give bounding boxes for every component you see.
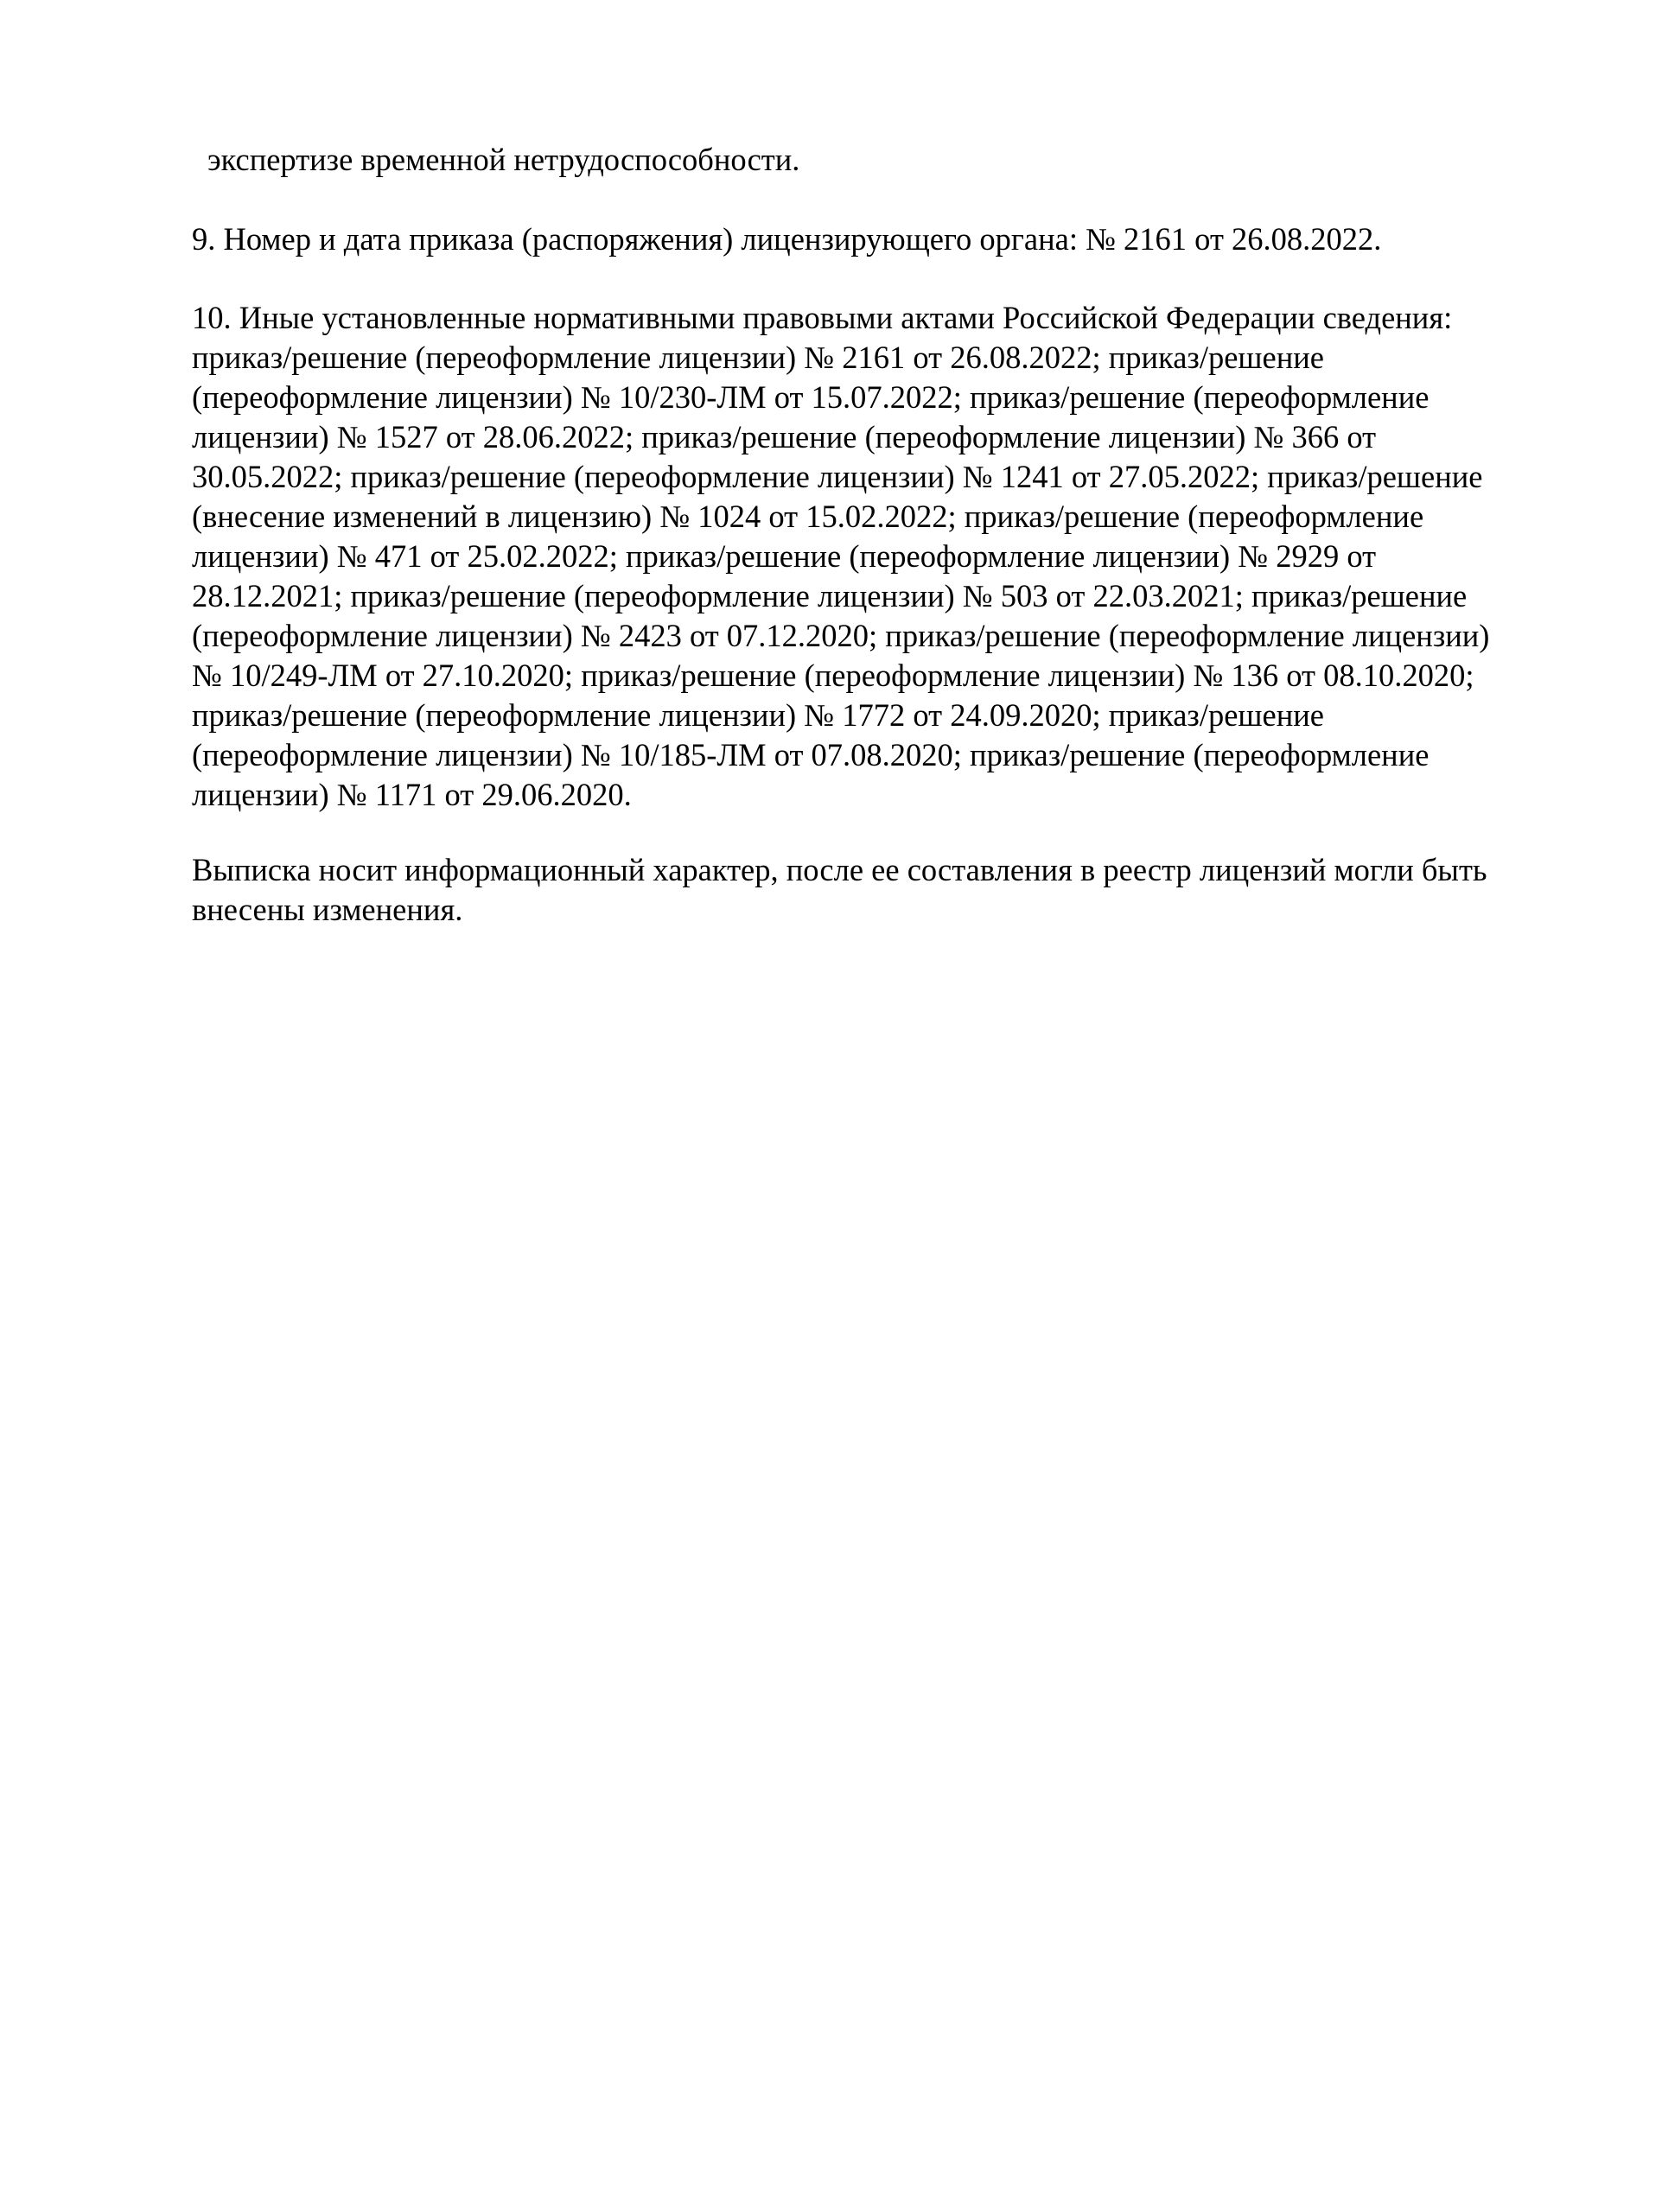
item-10-line: приказ/решение (переоформление лицензии) № 1772 от 24.09.2020; приказ/решение xyxy=(192,697,1324,733)
item-10-line: (переоформление лицензии) № 10/185-ЛМ от 07.08.2020; приказ/решение (переоформление xyxy=(192,737,1430,772)
item-10-line: лицензии) № 1171 от 29.06.2020. xyxy=(192,777,632,812)
item-10-line: лицензии) № 471 от 25.02.2022; приказ/решение (переоформление лицензии) № 2929 от xyxy=(192,538,1377,574)
continuation-text: экспертизе временной нетрудоспособности. xyxy=(207,142,800,177)
item-10-line: 10. Иные установленные нормативными правовыми актами Российской Федерации сведения: xyxy=(192,300,1453,335)
disclaimer-line: внесены изменения. xyxy=(192,892,463,927)
item-10-line: лицензии) № 1527 от 28.06.2022; приказ/решение (переоформление лицензии) № 366 от xyxy=(192,419,1377,454)
item-9-text: 9. Номер и дата приказа (распоряжения) лицензирующего органа: № 2161 от 26.08.2022. xyxy=(192,221,1382,257)
item-10-line: 30.05.2022; приказ/решение (переоформление лицензии) № 1241 от 27.05.2022; приказ/решение xyxy=(192,459,1483,494)
disclaimer-line: Выписка носит информационный характер, после ее составления в реестр лицензий могли быть xyxy=(192,852,1487,887)
item-10-line: (переоформление лицензии) № 2423 от 07.12.2020; приказ/решение (переоформление лицензии) xyxy=(192,618,1490,653)
item-10-line: (переоформление лицензии) № 10/230-ЛМ от 15.07.2022; приказ/решение (переоформление xyxy=(192,379,1430,415)
item-10-line: приказ/решение (переоформление лицензии) № 2161 от 26.08.2022; приказ/решение xyxy=(192,340,1324,375)
item-10-line: № 10/249-ЛМ от 27.10.2020; приказ/решение (переоформление лицензии) № 136 от 08.10.2020; xyxy=(192,658,1474,693)
item-10-line: 28.12.2021; приказ/решение (переоформление лицензии) № 503 от 22.03.2021; приказ/решение xyxy=(192,578,1468,613)
item-10-line: (внесение изменений в лицензию) № 1024 от 15.02.2022; приказ/решение (переоформление xyxy=(192,499,1424,534)
